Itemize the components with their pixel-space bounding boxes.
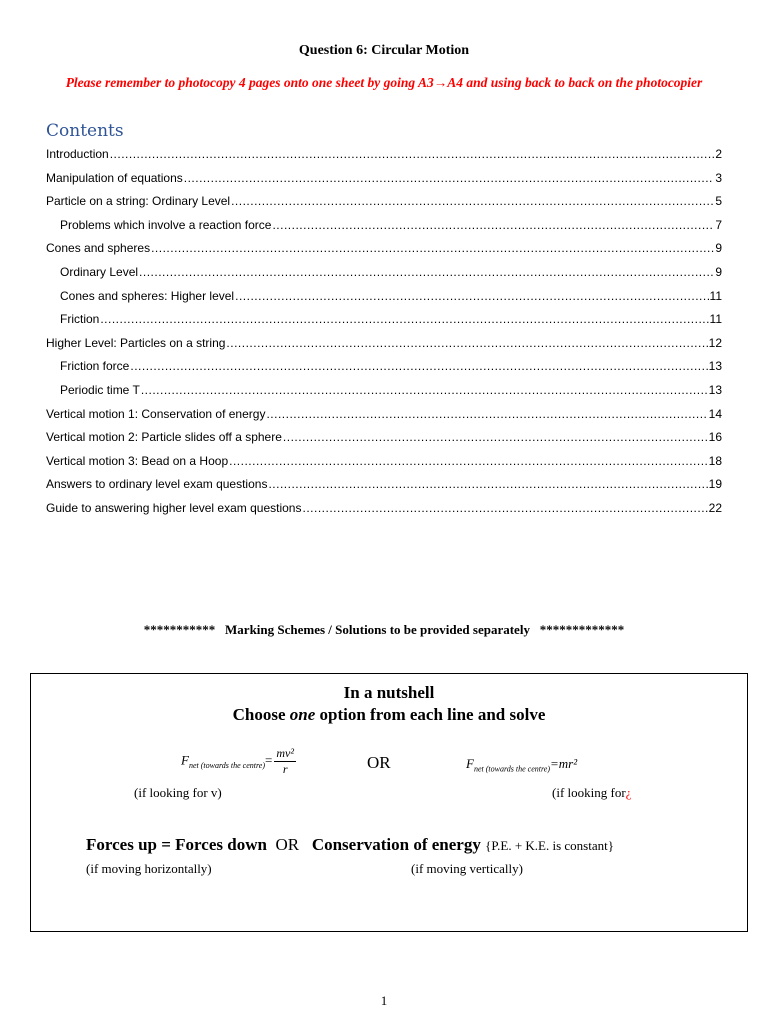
nutshell-title: In a nutshell — [343, 683, 435, 702]
formula-subscript: net (towards the centre) — [188, 761, 266, 771]
page-title: Question 6: Circular Motion — [298, 43, 470, 58]
toc-entry-page: 9 — [715, 241, 722, 256]
toc-entry-label: Manipulation of equations — [46, 170, 183, 185]
toc-leader — [283, 427, 708, 447]
forces-balance: Forces up = Forces down — [86, 835, 267, 854]
toc-entry-label: Guide to answering higher level exam questions — [46, 500, 302, 515]
toc-entry-label: Cones and spheres: Higher level — [60, 288, 235, 303]
formula-subscript: net (towards the centre) — [473, 764, 551, 774]
toc-leader — [231, 191, 714, 211]
toc-entry-page: 7 — [715, 217, 722, 232]
contents-heading: Contents — [46, 121, 124, 141]
toc-entry-page: 2 — [715, 147, 722, 161]
toc-entry[interactable] — [46, 451, 722, 475]
toc-entry[interactable] — [46, 168, 722, 192]
formula-rhs: =mr² — [550, 756, 578, 771]
hint-omega-symbol: ¿ — [625, 785, 632, 800]
toc-entry[interactable] — [46, 309, 722, 333]
toc-entry-label: Introduction — [46, 147, 109, 161]
toc-entry[interactable] — [46, 498, 722, 522]
toc-entry[interactable] — [46, 427, 722, 451]
toc-entry[interactable] — [46, 191, 722, 215]
toc-entry-label: Ordinary Level — [60, 264, 139, 279]
marking-schemes-notice: *********** Marking Schemes / Solutions to be provided separately ************* — [143, 622, 625, 637]
toc-leader — [229, 451, 708, 471]
hint-velocity: (if looking for v) — [134, 785, 222, 800]
toc-leader — [235, 286, 708, 306]
photocopy-note: Please remember to photocopy 4 pages onto one sheet by going A3→A4 and using back to back on the photocopier — [65, 75, 703, 90]
toc-leader — [100, 309, 708, 329]
toc-entry-page: 14 — [708, 406, 722, 421]
fraction-denominator: r — [282, 762, 288, 776]
toc-entry-label: Friction force — [60, 359, 130, 374]
toc-leader — [266, 404, 707, 424]
hint-omega-text: (if looking for — [552, 785, 626, 800]
toc-leader — [130, 356, 707, 376]
toc-entry[interactable] — [46, 286, 722, 310]
conservation-energy: Conservation of energy — [311, 835, 481, 854]
hint-horizontal: (if moving horizontally) — [86, 861, 212, 876]
nutshell-box — [30, 673, 748, 932]
toc-entry[interactable] — [46, 215, 722, 239]
toc-entry-label: Particle on a string: Ordinary Level — [46, 194, 231, 209]
formula-force-symbol: F — [466, 756, 474, 771]
subtitle-emphasis: one — [289, 705, 316, 724]
toc-entry-label: Higher Level: Particles on a string — [46, 335, 226, 350]
formula-force-symbol: F — [181, 752, 189, 768]
toc-leader — [141, 380, 708, 400]
subtitle-end: option from each line and solve — [315, 705, 546, 724]
formula-omega — [466, 756, 577, 774]
toc-entry-label: Periodic time T — [60, 382, 140, 397]
formula-equals: = — [265, 752, 273, 768]
toc-entry-page: 13 — [708, 359, 722, 374]
toc-entry-page: 5 — [715, 194, 722, 209]
toc-entry-label: Vertical motion 2: Particle slides off a sphere — [46, 430, 282, 445]
toc-leader — [139, 262, 714, 282]
table-of-contents — [46, 144, 722, 522]
toc-entry[interactable] — [46, 238, 722, 262]
toc-entry-page: 18 — [708, 453, 722, 468]
toc-leader — [110, 144, 715, 164]
toc-leader — [302, 498, 707, 518]
or-label-2: OR — [275, 835, 300, 854]
toc-entry[interactable] — [46, 144, 722, 168]
page-number: 1 — [380, 993, 388, 1008]
toc-entry[interactable] — [46, 404, 722, 428]
toc-entry[interactable] — [46, 356, 722, 380]
toc-entry-label: Vertical motion 3: Bead on a Hoop — [46, 453, 229, 468]
toc-entry[interactable] — [46, 380, 722, 404]
toc-entry[interactable] — [46, 262, 722, 286]
toc-entry-page: 16 — [708, 430, 722, 445]
hint-vertical: (if moving vertically) — [411, 861, 523, 876]
toc-leader — [184, 168, 715, 188]
nutshell-subtitle — [31, 704, 747, 726]
hint-omega — [552, 785, 631, 801]
toc-leader — [151, 238, 714, 258]
toc-entry[interactable] — [46, 333, 722, 357]
toc-entry-label: Vertical motion 1: Conservation of energy — [46, 406, 266, 421]
toc-entry-label: Answers to ordinary level exam questions — [46, 477, 268, 492]
toc-entry-page: 11 — [709, 288, 722, 303]
methods-line — [86, 835, 614, 855]
toc-leader — [268, 474, 707, 494]
toc-entry-page: 13 — [708, 382, 722, 397]
toc-leader — [272, 215, 714, 235]
toc-entry-label: Cones and spheres — [46, 241, 151, 256]
toc-entry-label: Problems which involve a reaction force — [60, 217, 272, 232]
fraction-numerator: mv² — [276, 746, 294, 760]
toc-entry-page: 11 — [709, 312, 722, 327]
toc-entry-page: 22 — [708, 500, 722, 515]
or-label: OR — [367, 753, 391, 772]
toc-entry[interactable] — [46, 474, 722, 498]
toc-entry-page: 12 — [708, 335, 722, 350]
toc-leader — [226, 333, 707, 353]
energy-note: {P.E. + K.E. is constant} — [485, 838, 614, 853]
toc-entry-page: 19 — [708, 477, 722, 492]
formula-fraction — [274, 746, 296, 777]
subtitle-start: Choose — [232, 705, 290, 724]
toc-entry-page: 9 — [715, 264, 722, 279]
toc-entry-label: Friction — [60, 312, 100, 327]
toc-entry-page: 3 — [715, 170, 722, 185]
formula-velocity — [181, 746, 296, 777]
